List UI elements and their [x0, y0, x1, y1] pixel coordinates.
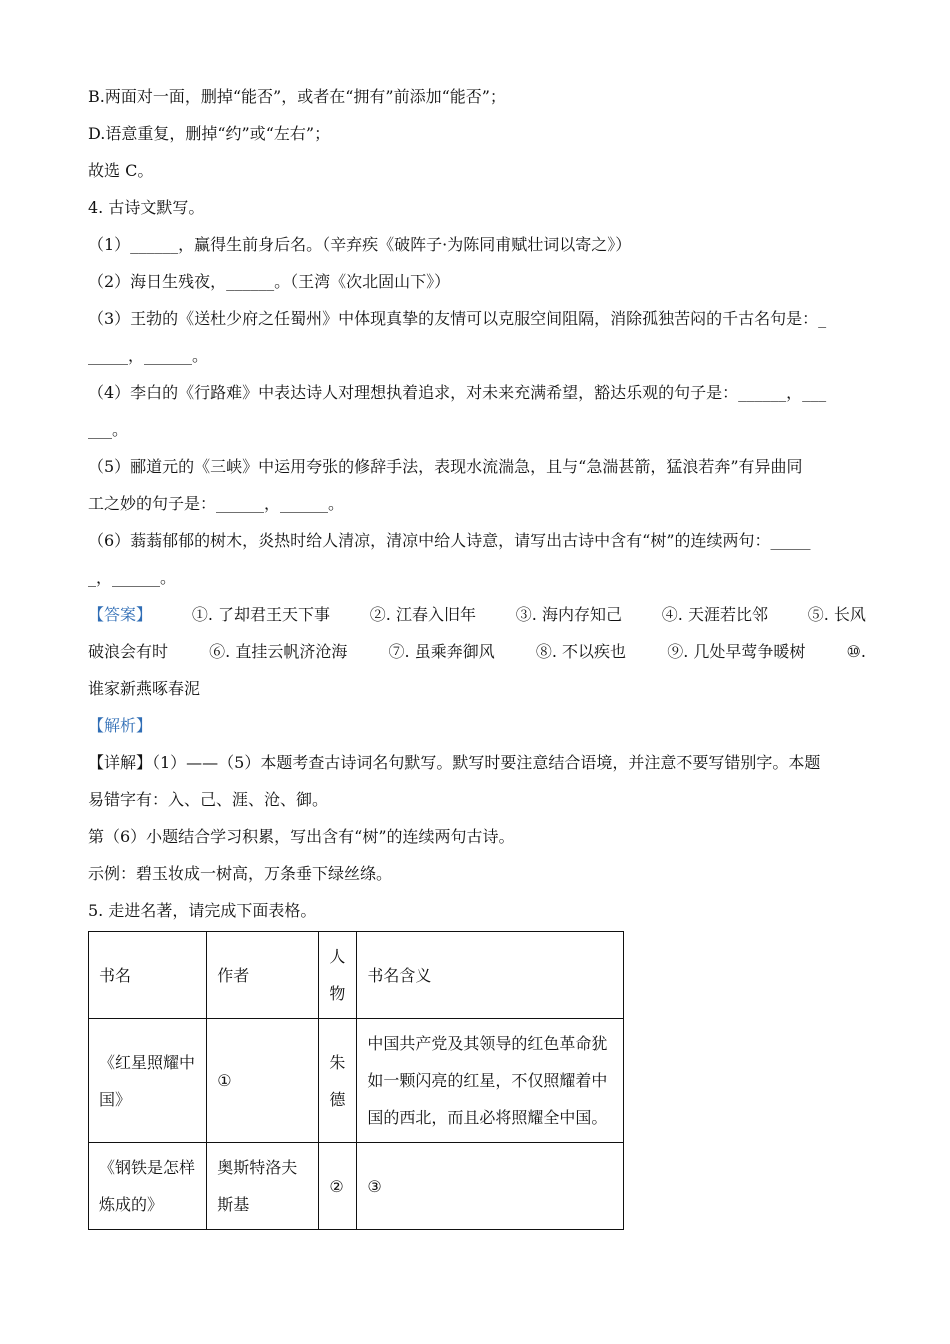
q4-item-3: （3）王勃的《送杜少府之任蜀州》中体现真挚的友情可以克服空间阻隔，消除孤独苦闷的千古名句是：_: [88, 309, 827, 328]
answer-label: 【答案】: [88, 605, 153, 624]
q4-item-4-cont: ___。: [88, 420, 129, 439]
answer-item: ②. 江春入旧年: [369, 605, 476, 624]
answer-item: ⑤. 长风: [807, 605, 866, 624]
q4-item-3-cont: _____，______。: [88, 346, 209, 365]
q4-item-4: （4）李白的《行路难》中表达诗人对理想执着追求，对未来充满希望，豁达乐观的句子是：______，___: [88, 383, 827, 402]
table-cell-meaning: ③: [357, 1143, 624, 1230]
answer-item: ⑨. 几处早莺争暖树: [667, 642, 806, 661]
books-table: [88, 931, 624, 1230]
answer-item: ⑦. 虽乘奔御风: [388, 642, 495, 661]
answer-row-1: [88, 596, 866, 633]
question-4-title: 4. 古诗文默写。: [88, 198, 205, 217]
answer-item: ①. 了却君王天下事: [191, 605, 330, 624]
header-cell-book: 书名: [89, 932, 207, 1019]
question-5-title: 5. 走进名著，请完成下面表格。: [88, 901, 317, 920]
header-cell-author: 作者: [207, 932, 319, 1019]
answer-row-3: 谁家新燕啄春泥: [88, 679, 201, 698]
q4-item-6-cont: _，______。: [88, 568, 177, 587]
answer-item: ③. 海内存知己: [515, 605, 622, 624]
document-page: [88, 78, 866, 1230]
table-cell-character: ②: [319, 1143, 357, 1230]
text-line: D.语意重复，删掉“约”或“左右”；: [88, 124, 331, 143]
analysis-detail-line-1: 【详解】（1）——（5）本题考查古诗词名句默写。默写时要注意结合语境，并注意不要写错别字。本题: [88, 753, 821, 772]
table-cell-character: 朱德: [319, 1019, 357, 1143]
answer-item: ⑥. 直挂云帆济沧海: [209, 642, 348, 661]
analysis-detail-line-2: 易错字有：入、己、涯、沧、御。: [88, 790, 329, 809]
table-header-row: [89, 932, 624, 1019]
answer-item: ⑧. 不以疾也: [535, 642, 627, 661]
header-cell-character: 人物: [319, 932, 357, 1019]
text-line: B.两面对一面，删掉“能否”，或者在“拥有”前添加“能否”；: [88, 87, 506, 106]
q4-item-5: （5）郦道元的《三峡》中运用夸张的修辞手法，表现水流湍急，且与“急湍甚箭，猛浪若奔”有异曲同: [88, 457, 803, 476]
table-row: [89, 1143, 624, 1230]
text-line: 故选 C。: [88, 161, 154, 180]
answer-row-2: [88, 633, 866, 670]
q4-item-6: （6）蓊蓊郁郁的树木，炎热时给人清凉，清凉中给人诗意，请写出古诗中含有“树”的连续两句：_____: [88, 531, 811, 550]
q4-item-1: （1）______，赢得生前身后名。（辛弃疾《破阵子·为陈同甫赋壮词以寄之》）: [88, 235, 632, 254]
q4-item-5-cont: 工之妙的句子是：______，______。: [88, 494, 345, 513]
table-cell-author: 奥斯特洛夫斯基: [207, 1143, 319, 1230]
analysis-example: 示例：碧玉妆成一树高，万条垂下绿丝绦。: [88, 864, 393, 883]
answer-item: 破浪会有时: [88, 642, 169, 661]
table-cell-meaning: 中国共产党及其领导的红色革命犹如一颗闪亮的红星，不仅照耀着中国的西北，而且必将照耀全中国。: [357, 1019, 624, 1143]
answer-item: ⑩.: [846, 642, 866, 661]
q4-item-2: （2）海日生残夜，______。（王湾《次北固山下》）: [88, 272, 451, 291]
analysis-line-3: 第（6）小题结合学习积累，写出含有“树”的连续两句古诗。: [88, 827, 515, 846]
answer-item: ④. 天涯若比邻: [661, 605, 768, 624]
table-cell-book: 《钢铁是怎样炼成的》: [89, 1143, 207, 1230]
table-row: [89, 1019, 624, 1143]
table-cell-author: ①: [207, 1019, 319, 1143]
analysis-label: 【解析】: [88, 716, 153, 735]
table-cell-book: 《红星照耀中国》: [89, 1019, 207, 1143]
header-cell-meaning: 书名含义: [357, 932, 624, 1019]
